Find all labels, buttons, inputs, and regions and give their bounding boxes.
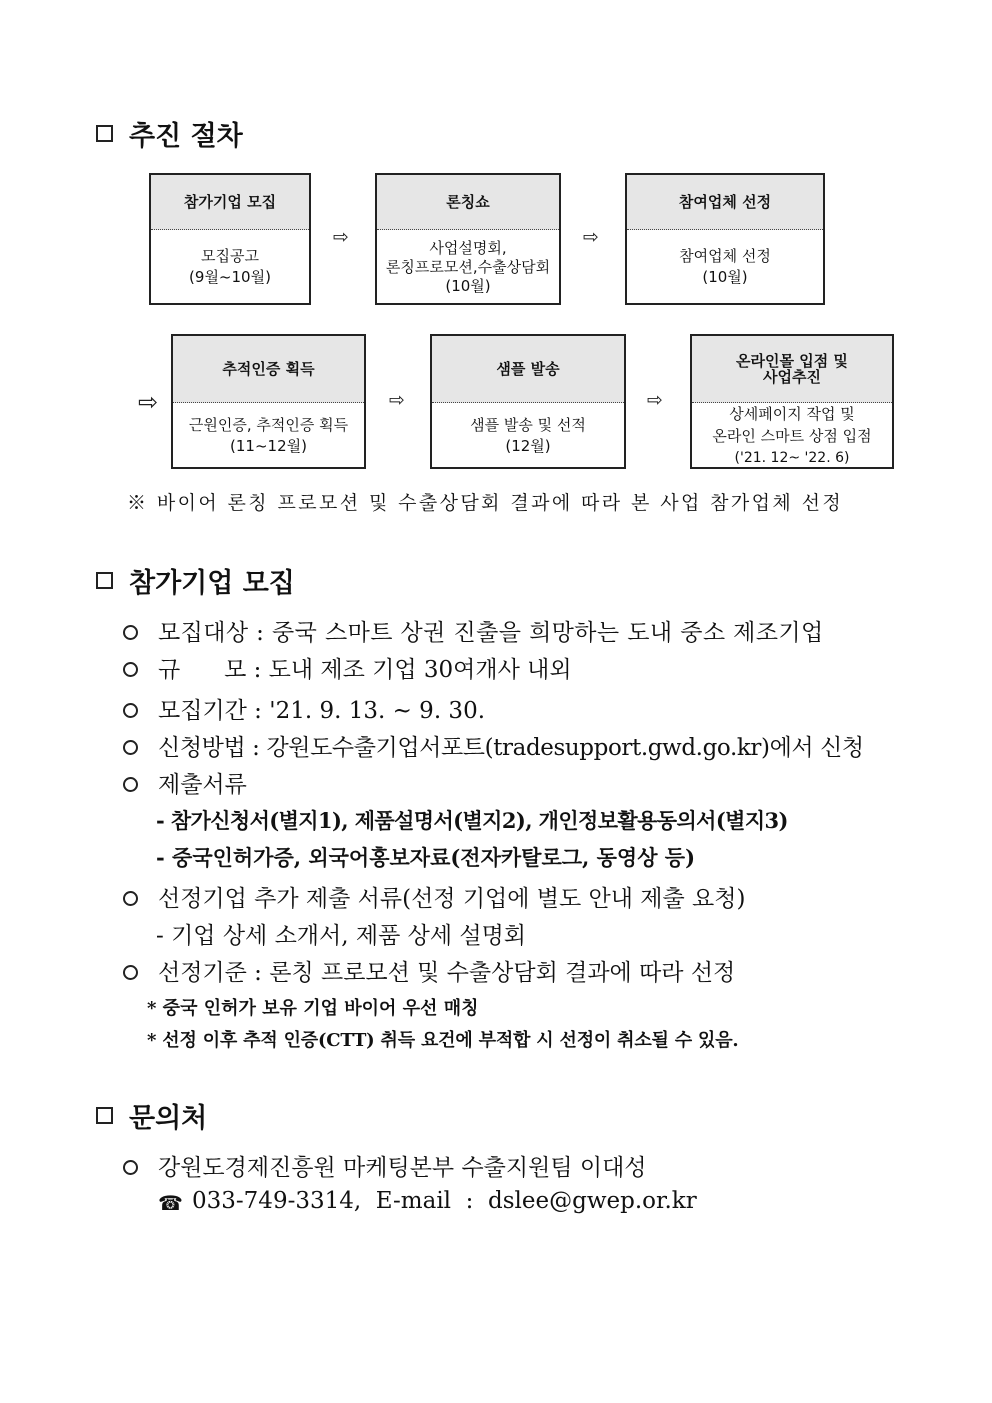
step-title: 론칭쇼	[377, 175, 559, 230]
step-line: (12월)	[505, 436, 551, 455]
circle-bullet-icon	[123, 965, 138, 980]
step-body	[377, 230, 559, 304]
step-body	[692, 403, 892, 468]
circle-bullet-icon	[123, 1160, 138, 1175]
step-line: 근원인증, 추적인증 획득	[188, 415, 349, 434]
step-certification	[171, 334, 366, 469]
circle-bullet-icon	[123, 662, 138, 677]
step-title: 참가기업 모집	[151, 175, 309, 230]
step-title: 추적인증 획득	[173, 336, 364, 403]
recruit-method: 신청방법 : 강원도수출기업서포트(tradesupport.gwd.go.kr)에서 신청	[158, 735, 864, 761]
checkbox-square-icon	[96, 1107, 113, 1124]
section-title-recruit	[96, 561, 295, 600]
step-title-line: 사업추진	[763, 368, 821, 386]
arrow-right-icon: ⇨	[583, 226, 599, 248]
step-line: 론칭프로모션,수출상담회	[385, 257, 551, 276]
step-line: 온라인 스마트 상점 입점	[712, 426, 872, 445]
documents-line: - 참가신청서(별지1), 제품설명서(별지2), 개인정보활용동의서(별지3)	[156, 808, 788, 833]
criteria-note: * 중국 인허가 보유 기업 바이어 우선 매칭	[147, 998, 479, 1019]
criteria-note: * 선정 이후 추적 인증(CTT) 취득 요건에 부적합 시 선정이 취소될 수 있음.	[147, 1030, 739, 1051]
arrow-right-icon: ⇨	[389, 389, 405, 411]
step-body	[432, 403, 624, 468]
step-launch-show	[375, 173, 561, 305]
circle-bullet-icon	[123, 625, 138, 640]
step-line: (11~12월)	[230, 436, 307, 455]
arrow-right-icon: ⇨	[647, 389, 663, 411]
step-body	[151, 230, 309, 304]
step-line: 모집공고	[201, 247, 259, 265]
step-line: (9월~10월)	[189, 268, 271, 286]
step-title	[692, 336, 892, 403]
step-line: (10월)	[702, 268, 748, 286]
step-title: 샘플 발송	[432, 336, 624, 403]
checkbox-square-icon	[96, 125, 113, 142]
step-sample	[430, 334, 626, 469]
step-line: (10월)	[445, 276, 491, 295]
step-title: 참여업체 선정	[627, 175, 823, 230]
arrow-right-icon: ⇨	[333, 226, 349, 248]
phone-icon: ☎	[158, 1191, 183, 1215]
step-line: 사업설명회,	[429, 238, 507, 257]
step-body	[173, 403, 364, 468]
circle-bullet-icon	[123, 891, 138, 906]
section-title-text: 추진 절차	[129, 121, 243, 152]
recruit-target: 모집대상 : 중국 스마트 상권 진출을 희망하는 도내 중소 제조기업	[158, 620, 824, 646]
step-body	[627, 230, 823, 304]
section-title-procedure	[96, 114, 243, 153]
selection-criteria: 선정기준 : 론칭 프로모션 및 수출상담회 결과에 따라 선정	[158, 960, 736, 986]
documents-line: - 중국인허가증, 외국어홍보자료(전자카탈로그, 동영상 등)	[156, 845, 696, 870]
recruit-period: 모집기간 : '21. 9. 13. ~ 9. 30.	[158, 698, 486, 724]
procedure-note: ※ 바이어 론칭 프로모션 및 수출상담회 결과에 따라 본 사업 참가업체 선정	[127, 492, 844, 514]
step-recruit	[149, 173, 311, 305]
step-line: 상세페이지 작업 및	[729, 404, 855, 423]
recruit-documents: 제출서류	[158, 772, 247, 798]
extra-documents-sub: - 기업 상세 소개서, 제품 상세 설명회	[156, 923, 527, 949]
recruit-scale: 규 모 : 도내 제조 기업 30여개사 내외	[158, 657, 572, 683]
step-line: ('21. 12~ '22. 6)	[734, 449, 850, 466]
section-title-contact	[96, 1096, 207, 1135]
step-online-mall	[690, 334, 894, 469]
arrow-right-icon: ⇨	[138, 388, 159, 416]
step-line: 샘플 발송 및 선적	[470, 415, 586, 434]
circle-bullet-icon	[123, 703, 138, 718]
checkbox-square-icon	[96, 572, 113, 589]
circle-bullet-icon	[123, 777, 138, 792]
extra-documents: 선정기업 추가 제출 서류(선정 기업에 별도 안내 제출 요청)	[158, 886, 746, 912]
circle-bullet-icon	[123, 740, 138, 755]
step-selection	[625, 173, 825, 305]
step-title-line: 온라인몰 입점 및	[736, 352, 848, 370]
section-title-text: 참가기업 모집	[129, 568, 295, 599]
section-title-text: 문의처	[129, 1103, 208, 1134]
contact-phone-email: 033-749-3314, E-mail : dslee@gwep.or.kr	[192, 1188, 697, 1214]
step-line: 참여업체 선정	[679, 247, 771, 265]
contact-organization: 강원도경제진흥원 마케팅본부 수출지원팀 이대성	[158, 1155, 647, 1181]
